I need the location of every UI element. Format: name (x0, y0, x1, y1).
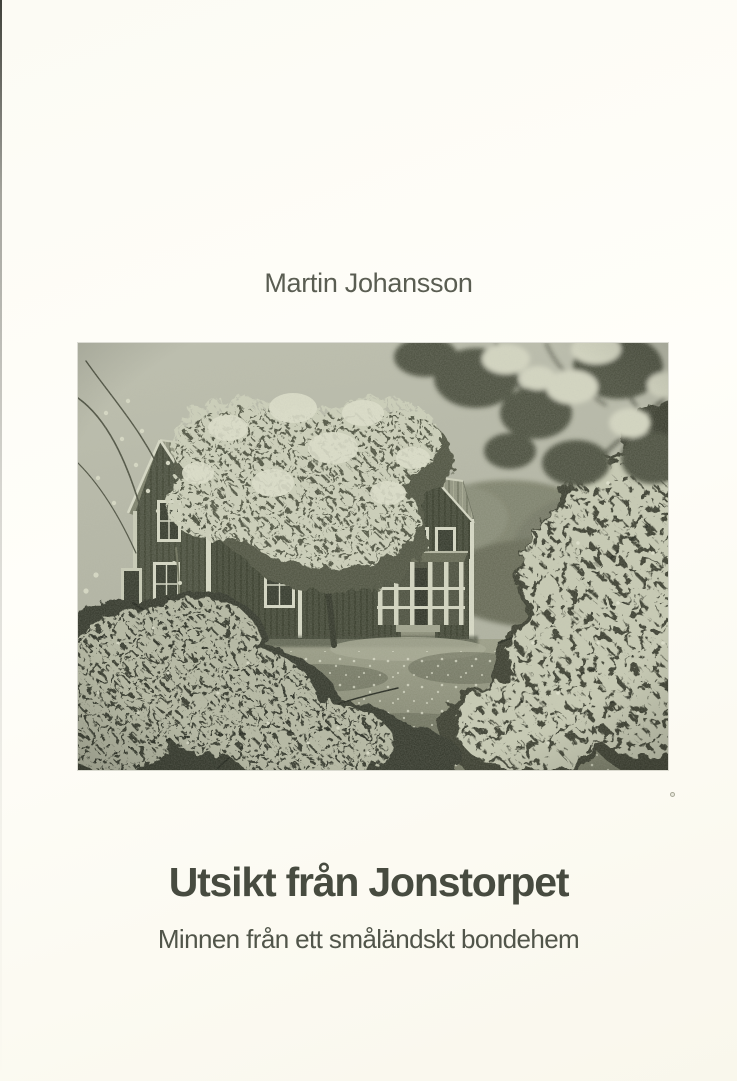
book-title: Utsikt från Jonstorpet (168, 859, 569, 905)
vignette (78, 343, 668, 770)
farmhouse-photo-illustration (78, 343, 668, 770)
scan-speck (670, 792, 675, 797)
book-subtitle: Minnen från ett småländskt bondehem (157, 924, 580, 954)
cover-photo (78, 343, 668, 770)
author-name: Martin Johansson (264, 268, 473, 298)
scan-edge-shadow (0, 0, 2, 1081)
